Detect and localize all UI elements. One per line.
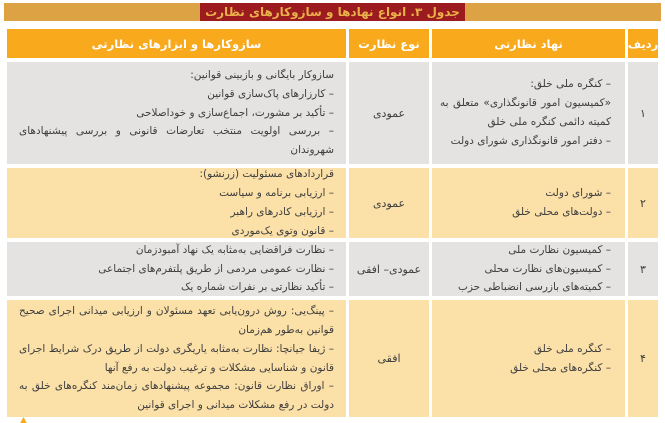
institution-cell (432, 300, 625, 417)
cell-line: – شورای دولت (545, 187, 611, 200)
cell-line: – تأکید نظارتی بر نفرات شماره یک (180, 281, 334, 294)
cell-line: – نظارت عمومی مردمی از طریق پلتفرم‌های اجتماعی (98, 262, 334, 275)
cell-line: – قانون وتوی یک‌موردی (231, 224, 334, 237)
cell-line: – بررسی اولویت منتخب تعارضات قانونی و بررسی پیشنهادهای شهروندان (19, 125, 334, 157)
row-number-cell: ۴ (628, 300, 658, 417)
row-number-cell: ۲ (628, 168, 658, 238)
cell-line: – ژیفا جیانچا: نظارت به‌مثابه یاریگری دولت از طریق درک شرایط اجرای قانون و شناسایی مشکلات و ترغیب دولت به رفع آنها (19, 342, 334, 374)
cell-line: – کارزارهای پاک‌سازی قوانین (207, 87, 334, 100)
cell-line: – ارزیابی کادرهای راهبر (230, 206, 334, 218)
row-number-cell: ۳ (628, 242, 658, 296)
supervision-type-cell: عمودی (349, 62, 429, 164)
mechanisms-cell (7, 300, 346, 417)
cell-line: – کنگره‌های محلی خلق (510, 361, 611, 374)
supervision-table (7, 29, 658, 417)
cell-line: – کنگره ملی خلق (533, 342, 611, 355)
table-title-bar (4, 3, 661, 21)
column-header-institution: نهاد نظارتی (432, 29, 625, 58)
cell-line: – کمیسیون‌های نظارت محلی (484, 262, 611, 275)
supervision-type-cell: عمودی (349, 168, 429, 238)
table-title-badge (200, 3, 465, 21)
supervision-type-cell: عمودی– افقی (349, 242, 429, 296)
institution-cell (432, 62, 625, 164)
cell-line: – ارزیابی برنامه و سیاست (219, 187, 334, 200)
cell-line: – تأکید بر مشورت، اجماع‌سازی و خوداصلاحی (136, 106, 334, 119)
institution-cell (432, 242, 625, 296)
cell-line: سازوکار بایگانی و بازبینی قوانین: (190, 68, 334, 81)
mechanisms-cell (7, 242, 346, 296)
column-header-type: نوع نظارت (349, 29, 429, 58)
table-title: جدول ۳. انواع نهادها و سازوکارهای نظارت (205, 5, 460, 19)
mechanisms-cell (7, 168, 346, 238)
column-header-row-number: ردیف (628, 29, 658, 58)
supervision-type-cell: افقی (349, 300, 429, 417)
row-number-cell: ۱ (628, 62, 658, 164)
cell-line: – نظارت فراقضایی به‌مثابه یک نهاد آمبودزمان (135, 243, 334, 256)
cell-line: – دفتر امور قانونگذاری شورای دولت (450, 134, 611, 147)
cell-line: – کمیسیون نظارت ملی (508, 243, 611, 256)
decorative-corner-mark (18, 417, 29, 423)
cell-line: – پینگ‌یی: روش درون‌یابی تعهد مسئولان و ارزیابی میدانی اجرای صحیح قوانین به‌طور هم‌زمان (19, 304, 334, 336)
cell-line: – کمیته‌های بازرسی انضباطی حزب (458, 281, 611, 294)
cell-line: «کمیسیون امور قانونگذاری» متعلق به کمیته دائمی کنگره ملی خلق (440, 97, 611, 128)
column-header-mechanisms: سازوکارها و ابزارهای نظارتی (7, 29, 346, 58)
institution-cell (432, 168, 625, 238)
mechanisms-cell (7, 62, 346, 164)
cell-line: – کنگره ملی خلق: (530, 78, 611, 91)
cell-line: – دولت‌های محلی خلق (512, 206, 611, 218)
cell-line: قراردادهای مسئولیت (زرنشو): (199, 168, 334, 181)
cell-line: – اوراق نظارت قانون: مجموعه پیشنهادهای زمان‌مند کنگره‌های خلق به دولت در رفع مشکلات میدانی و اجرای قوانین (19, 380, 334, 412)
